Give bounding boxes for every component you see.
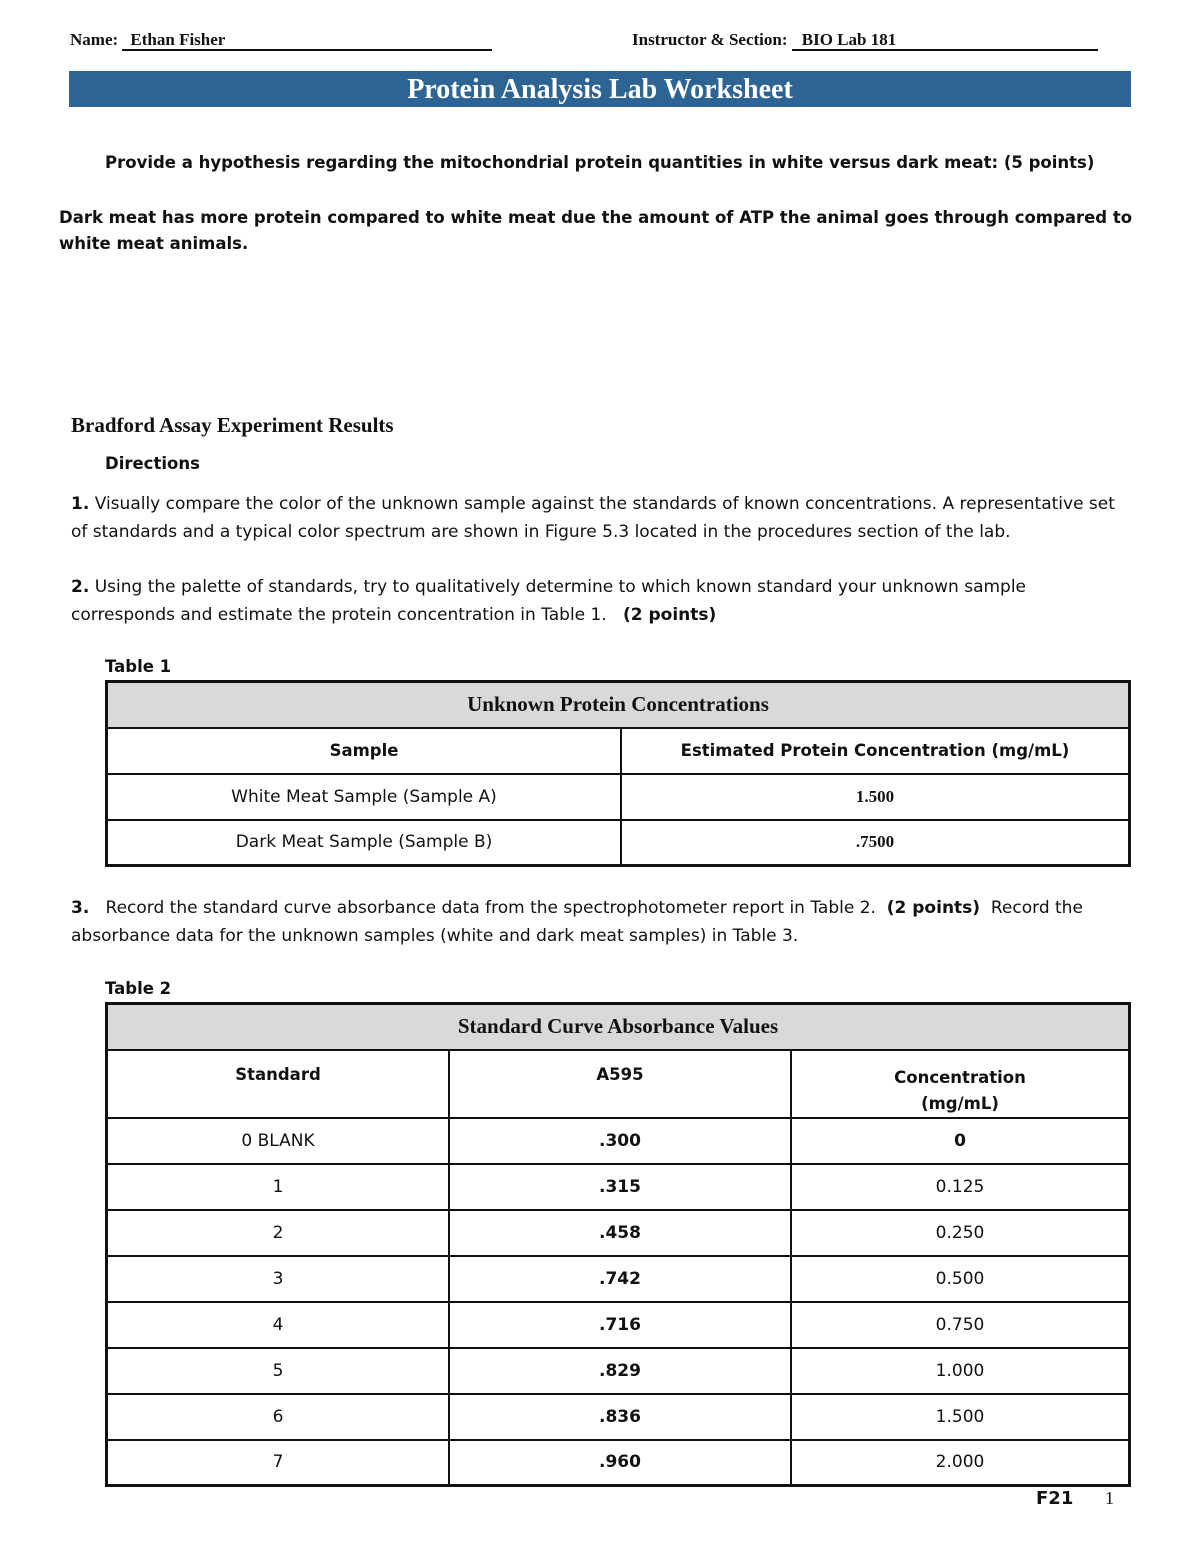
item-text: Using the palette of standards, try to qualitatively determine to which known standard your unknown sample corresponds and estimate the protein concentration in Table 1. xyxy=(71,577,1027,625)
a595-cell: .458 xyxy=(449,1210,791,1256)
instructor-field xyxy=(632,30,1098,51)
table-row xyxy=(107,1302,1130,1348)
table-row xyxy=(107,1164,1130,1210)
a595-cell: .836 xyxy=(449,1394,791,1440)
concentration-cell: 1.000 xyxy=(791,1348,1130,1394)
concentration-cell: 1.500 xyxy=(621,774,1130,820)
name-field xyxy=(70,30,492,51)
table-row xyxy=(107,820,1130,866)
table1-label: Table 1 xyxy=(105,657,172,676)
item-points: (2 points) xyxy=(622,605,717,625)
directions-label: Directions xyxy=(105,454,200,473)
standard-cell: 7 xyxy=(107,1440,450,1486)
standard-cell: 3 xyxy=(107,1256,450,1302)
standard-cell: 2 xyxy=(107,1210,450,1256)
table2-col-a595: A595 xyxy=(449,1050,791,1118)
table-row xyxy=(107,1118,1130,1164)
section-title: Bradford Assay Experiment Results xyxy=(71,413,394,437)
a595-cell: .960 xyxy=(449,1440,791,1486)
table-row xyxy=(107,1348,1130,1394)
table-row xyxy=(107,774,1130,820)
direction-item-1 xyxy=(71,490,1131,546)
concentration-cell: 0.500 xyxy=(791,1256,1130,1302)
concentration-cell: 0.750 xyxy=(791,1302,1130,1348)
table2-col-standard: Standard xyxy=(107,1050,450,1118)
standard-cell: 0 BLANK xyxy=(107,1118,450,1164)
name-value: Ethan Fisher xyxy=(122,30,492,51)
name-label: Name: xyxy=(70,30,119,49)
hypothesis-answer: Dark meat has more protein compared to white meat due the amount of ATP the animal goes through compared to white meat animals. xyxy=(59,208,1133,253)
a595-cell: .315 xyxy=(449,1164,791,1210)
col-concentration-line2: (mg/mL) xyxy=(921,1093,999,1113)
a595-cell: .300 xyxy=(449,1118,791,1164)
direction-item-3 xyxy=(71,894,1131,950)
concentration-cell: 1.500 xyxy=(791,1394,1130,1440)
concentration-cell: 0.250 xyxy=(791,1210,1130,1256)
col-concentration-line1: Concentration xyxy=(894,1067,1026,1087)
table2-caption: Standard Curve Absorbance Values xyxy=(107,1004,1130,1050)
table-row xyxy=(107,1210,1130,1256)
unknown-protein-table xyxy=(105,680,1131,867)
table-row xyxy=(107,1394,1130,1440)
table2-col-concentration xyxy=(791,1050,1130,1118)
item-number: 2. xyxy=(71,577,90,597)
standard-cell: 4 xyxy=(107,1302,450,1348)
item-text: Record the standard curve absorbance data from the spectrophotometer report in Table 2. xyxy=(105,898,876,918)
standard-cell: 6 xyxy=(107,1394,450,1440)
concentration-cell: 0 xyxy=(791,1118,1130,1164)
a595-cell: .742 xyxy=(449,1256,791,1302)
table-row xyxy=(107,1440,1130,1486)
instructor-label: Instructor & Section: xyxy=(632,30,788,49)
a595-cell: .716 xyxy=(449,1302,791,1348)
table-row xyxy=(107,1256,1130,1302)
table1-caption: Unknown Protein Concentrations xyxy=(107,682,1130,728)
item-text: Visually compare the color of the unknown sample against the standards of known concentrations. A representative set of standards and a typical color spectrum are shown in Figure 5.3 located in the procedures section of the lab. xyxy=(71,494,1115,542)
item-points: (2 points) xyxy=(886,898,981,918)
table1-col-concentration: Estimated Protein Concentration (mg/mL) xyxy=(621,728,1130,774)
sample-cell: Dark Meat Sample (Sample B) xyxy=(107,820,622,866)
item-text: Record the absorbance data for the unknown samples (white and dark meat samples) in Table 3. xyxy=(71,898,1083,946)
hypothesis-prompt: Provide a hypothesis regarding the mitochondrial protein quantities in white versus dark meat: (5 points) xyxy=(105,153,1095,172)
page-title: Protein Analysis Lab Worksheet xyxy=(69,71,1131,107)
standard-cell: 5 xyxy=(107,1348,450,1394)
page-number: 1 xyxy=(1105,1488,1114,1508)
footer-code: F21 xyxy=(1036,1488,1074,1509)
instructor-value: BIO Lab 181 xyxy=(792,30,1098,51)
concentration-cell: 2.000 xyxy=(791,1440,1130,1486)
concentration-cell: 0.125 xyxy=(791,1164,1130,1210)
table2-label: Table 2 xyxy=(105,979,172,998)
standard-curve-table xyxy=(105,1002,1131,1487)
a595-cell: .829 xyxy=(449,1348,791,1394)
table1-col-sample: Sample xyxy=(107,728,622,774)
item-number: 3. xyxy=(71,898,90,918)
sample-cell: White Meat Sample (Sample A) xyxy=(107,774,622,820)
item-number: 1. xyxy=(71,494,90,514)
concentration-cell: .7500 xyxy=(621,820,1130,866)
standard-cell: 1 xyxy=(107,1164,450,1210)
direction-item-2 xyxy=(71,573,1131,629)
